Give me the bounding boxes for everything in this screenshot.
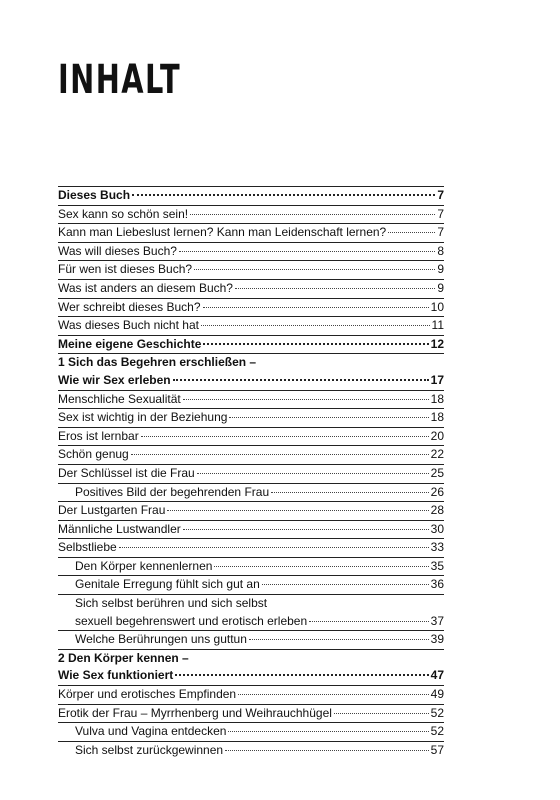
toc-entry-title: Sex ist wichtig in der Beziehung — [58, 410, 228, 425]
toc-entry — [58, 741, 444, 760]
toc-entry — [58, 464, 444, 483]
toc-page-number: 49 — [430, 687, 444, 702]
toc-page-number: 9 — [437, 262, 444, 277]
toc-page-number: 22 — [430, 447, 444, 462]
toc-entry — [58, 372, 444, 390]
toc-leader-dots — [249, 638, 429, 640]
toc-entry — [58, 316, 444, 335]
toc-leader-dots — [214, 565, 428, 567]
toc-entry — [58, 445, 444, 464]
toc-leader-dots — [228, 730, 428, 732]
toc-leader-dots — [183, 398, 429, 400]
toc-entry-title: Sex kann so schön sein! — [58, 206, 189, 221]
toc-entry — [58, 353, 444, 372]
toc-entry-title: Was ist anders an diesem Buch? — [58, 280, 233, 295]
toc-entry — [58, 630, 444, 649]
toc-entry — [58, 520, 444, 539]
toc-leader-dots — [190, 213, 435, 215]
toc-leader-dots — [271, 491, 429, 493]
toc-entry — [58, 279, 444, 298]
toc-entry-title: Meine eigene Geschichte — [58, 336, 202, 351]
toc-entry — [58, 685, 444, 704]
toc-entry — [58, 575, 444, 594]
toc-page-number: 20 — [430, 428, 444, 443]
toc-entry — [58, 242, 444, 261]
toc-page-number: 12 — [430, 336, 444, 351]
toc-entry-title: Körper und erotisches Empfinden — [58, 687, 237, 702]
toc-entry-title: Welche Berührungen uns guttun — [75, 632, 247, 647]
toc-entry — [58, 613, 444, 631]
toc-entry-title: Erotik der Frau – Myrrhenberg und Weihrauchhügel — [58, 705, 332, 720]
toc-page-number: 8 — [437, 243, 444, 258]
toc-leader-dots — [262, 583, 429, 585]
toc-leader-dots — [229, 416, 428, 418]
toc-page-number: 18 — [430, 410, 444, 425]
toc-entry — [58, 594, 444, 613]
toc-entry — [58, 704, 444, 723]
toc-page-number: 37 — [430, 613, 444, 628]
toc-entry-title: Menschliche Sexualität — [58, 391, 181, 406]
toc-leader-dots — [141, 435, 429, 437]
toc-page-number: 52 — [430, 724, 444, 739]
toc-entry-title: Der Schlüssel ist die Frau — [58, 465, 195, 480]
toc-entry-title: Was will dieses Buch? — [58, 243, 177, 258]
toc-leader-dots — [388, 231, 435, 233]
toc-entry — [58, 722, 444, 741]
toc-leader-dots — [309, 620, 428, 622]
toc-leader-dots — [183, 528, 429, 530]
toc-page-number: 26 — [430, 484, 444, 499]
toc-page-number: 11 — [431, 318, 444, 333]
toc-entry-title: sexuell begehrenswert und erotisch erleben — [75, 613, 308, 628]
toc-entry — [58, 649, 444, 668]
toc-entry — [58, 390, 444, 409]
toc-entry-title: 2 Den Körper kennen – — [58, 650, 189, 665]
toc-leader-dots — [203, 342, 428, 345]
toc-entry — [58, 538, 444, 557]
toc-entry-title: Selbstliebe — [58, 540, 117, 555]
toc-entry — [58, 223, 444, 242]
toc-entry-title: Männliche Lustwandler — [58, 521, 181, 536]
toc-page-number: 9 — [437, 280, 444, 295]
toc-leader-dots — [119, 546, 429, 548]
toc-entry — [58, 501, 444, 520]
toc-page-number: 25 — [430, 465, 444, 480]
toc-entry — [58, 427, 444, 446]
toc-leader-dots — [194, 268, 435, 270]
toc-leader-dots — [203, 306, 429, 308]
toc-leader-dots — [225, 749, 429, 751]
toc-entry — [58, 408, 444, 427]
toc-page-number: 7 — [437, 206, 444, 221]
toc-entry-title: Sich selbst zurückgewinnen — [75, 742, 224, 757]
toc-leader-dots — [179, 250, 435, 252]
toc-page-number: 35 — [430, 558, 444, 573]
toc-entry-title: Kann man Liebeslust lernen? Kann man Leidenschaft lernen? — [58, 225, 387, 240]
toc-page-number: 33 — [430, 540, 444, 555]
toc-entry — [58, 186, 444, 205]
toc-entry-title: Genitale Erregung fühlt sich gut an — [75, 577, 260, 592]
toc-entry-title: Wie wir Sex erleben — [58, 372, 171, 387]
toc-entry — [58, 667, 444, 685]
toc-entry-title: Sich selbst berühren und sich selbst — [75, 596, 268, 611]
toc-leader-dots — [131, 453, 429, 455]
toc-entry — [58, 260, 444, 279]
toc-page-number: 7 — [437, 225, 444, 240]
toc-leader-dots — [197, 472, 429, 474]
toc-entry-title: Was dieses Buch nicht hat — [58, 318, 199, 333]
toc-leader-dots — [175, 673, 428, 676]
toc-entry-title: Eros ist lernbar — [58, 428, 139, 443]
toc-page-number: 47 — [430, 668, 444, 683]
toc-leader-dots — [235, 287, 435, 289]
toc-entry-title: Wie Sex funktioniert — [58, 668, 174, 683]
toc-entry-title: Vulva und Vagina entdecken — [75, 724, 227, 739]
toc-entry-title: Für wen ist dieses Buch? — [58, 262, 193, 277]
toc-entry — [58, 557, 444, 576]
toc-leader-dots — [167, 509, 428, 511]
toc-entry-title: Positives Bild der begehrenden Frau — [75, 484, 270, 499]
toc-page-number: 30 — [430, 521, 444, 536]
toc-entry-title: Den Körper kennenlernen — [75, 558, 213, 573]
toc-page-number: 52 — [430, 705, 444, 720]
toc-leader-dots — [201, 324, 430, 326]
toc-entry-title: 1 Sich das Begehren erschließen – — [58, 355, 257, 370]
toc-entry-title: Wer schreibt dieses Buch? — [58, 299, 201, 314]
toc-page-number: 17 — [430, 372, 444, 387]
toc-leader-dots — [173, 378, 429, 381]
toc-page-number: 7 — [437, 188, 444, 202]
toc-page-number: 36 — [430, 577, 444, 592]
toc-leader-dots — [334, 712, 429, 714]
toc-entry-title: Schön genug — [58, 447, 129, 462]
toc-page-number: 39 — [430, 632, 444, 647]
toc-leader-dots — [238, 693, 429, 695]
toc-entry — [58, 298, 444, 317]
toc-entry-title: Der Lustgarten Frau — [58, 503, 166, 518]
toc-entry — [58, 205, 444, 224]
toc-page-number: 18 — [430, 391, 444, 406]
table-of-contents — [58, 186, 444, 759]
toc-entry — [58, 335, 444, 354]
toc-page-number: 28 — [430, 503, 444, 518]
toc-page-number: 10 — [430, 299, 444, 314]
page-title: INHALT — [58, 57, 182, 103]
toc-page-number: 57 — [430, 742, 444, 757]
toc-entry — [58, 483, 444, 502]
toc-entry-title: Dieses Buch — [58, 188, 131, 202]
toc-leader-dots — [132, 193, 435, 196]
